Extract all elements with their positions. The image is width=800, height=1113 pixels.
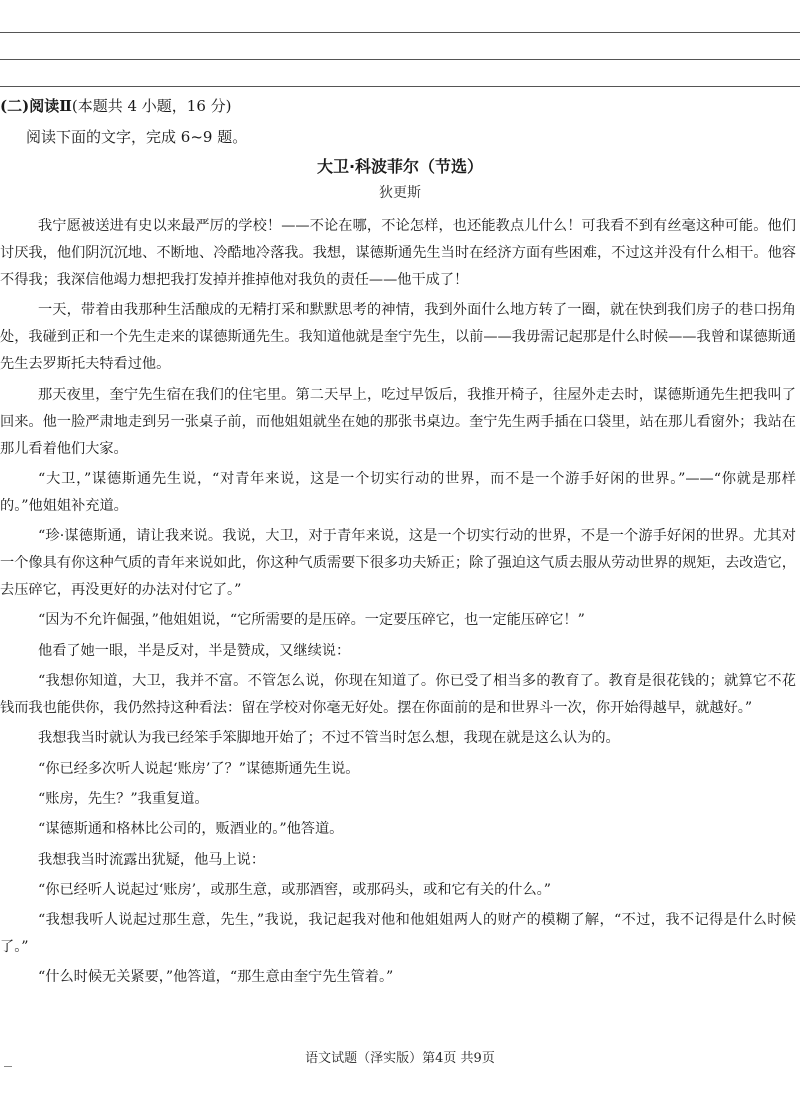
paragraph: 他看了她一眼，半是反对，半是赞成，又继续说：	[38, 642, 351, 659]
section-heading-detail: (本题共 4 小题，16 分)	[71, 97, 232, 115]
paragraph: “大卫，”谋德斯通先生说，“对青年来说，这是一个切实行动的世界，而不是一个游手好闲的世界。”——“你就是那样的。”他姐姐补充道。	[0, 470, 796, 514]
answer-line-3	[0, 86, 800, 87]
answer-line-2	[0, 59, 800, 60]
paragraph: “我想你知道，大卫，我并不富。不管怎么说，你现在知道了。你已受了相当多的教育了。教育是很花钱的；就算它不花钱而我也能供你，我仍然持这种看法：留在学校对你毫无好处。摆在你面前的是和世界斗一次，你开始得越早，就越好。”	[0, 673, 796, 717]
corner-mark	[4, 1066, 12, 1067]
paragraph: “账房，先生？”我重复道。	[38, 790, 209, 807]
article-body	[0, 213, 796, 995]
section-heading	[0, 95, 800, 117]
paragraph: 我想我当时流露出犹疑，他马上说：	[38, 851, 266, 868]
paragraph: “珍·谋德斯通，请让我来说。我说，大卫，对于青年来说，这是一个切实行动的世界，不是一个游手好闲的世界。尤其对一个像具有你这种气质的青年来说如此，你这种气质需要下很多功夫矫正；除了强迫这气质去服从劳动世界的规矩，去改造它，去压碎它，再没更好的办法对付它了。”	[0, 528, 796, 599]
paragraph: 一天，带着由我那种生活酿成的无精打采和默默思考的神情，我到外面什么地方转了一圈，就在快到我们房子的巷口拐角处，我碰到正和一个先生走来的谋德斯通先生。我知道他就是奎宁先生，以前——我毋需记起那是什么时候——我曾和谋德斯通先生去罗斯托夫特看过他。	[0, 302, 796, 373]
article-title: 大卫·科波菲尔（节选）	[316, 157, 484, 176]
article-author: 狄更斯	[379, 185, 421, 201]
paragraph: 我想我当时就认为我已经笨手笨脚地开始了；不过不管当时怎么想，我现在就是这么认为的。	[38, 730, 620, 747]
answer-line-1	[0, 32, 800, 33]
page-footer: 语文试题（泽实版）第4页 共9页	[305, 1051, 495, 1066]
paragraph: “你已经听人说起过‘账房’，或那生意，或那酒窖，或那码头，或和它有关的什么。”	[38, 881, 551, 898]
paragraph: 那天夜里，奎宁先生宿在我们的住宅里。第二天早上，吃过早饭后，我推开椅子，往屋外走去时，谋德斯通先生把我叫了回来。他一脸严肃地走到另一张桌子前，而他姐姐就坐在她的那张书桌边。奎宁先生两手插在口袋里，站在那儿看窗外；我站在那儿看着他们大家。	[0, 386, 796, 457]
paragraph: 我宁愿被送进有史以来最严厉的学校！——不论在哪，不论怎样，也还能教点儿什么！可我看不到有丝毫这种可能。他们讨厌我，他们阴沉沉地、不断地、冷酷地冷落我。我想，谋德斯通先生当时在经济方面有些困难，不过这并没有什么相干。他容不得我；我深信他竭力想把我打发掉并推掉他对我负的责任——他干成了！	[0, 218, 796, 288]
reading-instruction: 阅读下面的文字，完成 6~9 题。	[26, 128, 248, 146]
paragraph: “你已经多次听人说起‘账房’了？”谋德斯通先生说。	[38, 760, 360, 777]
paragraph: “什么时候无关紧要，”他答道，“那生意由奎宁先生管着。”	[38, 969, 394, 986]
paragraph: “谋德斯通和格林比公司的，贩酒业的。”他答道。	[38, 821, 344, 838]
paragraph: “我想我听人说起过那生意，先生，”我说，我记起我对他和他姐姐两人的财产的模糊了解，“不过，我不记得是什么时候了。”	[0, 912, 796, 956]
paragraph: “因为不允许倔强，”他姐姐说，“它所需要的是压碎。一定要压碎它，也一定能压碎它！”	[38, 612, 585, 629]
section-heading-label: (二)阅读Ⅱ	[0, 97, 72, 115]
